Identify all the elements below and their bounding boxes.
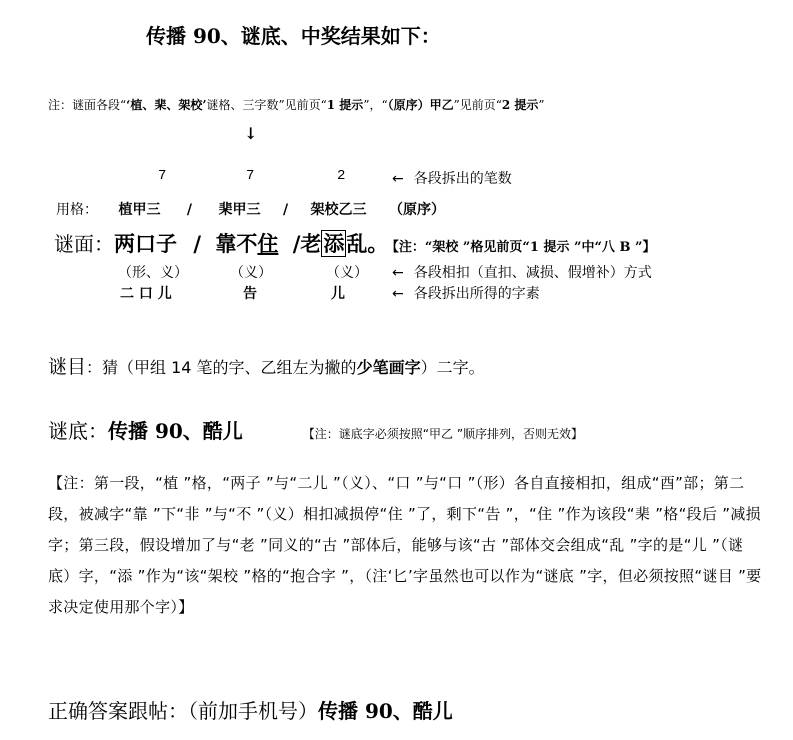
hint-note-line xyxy=(48,96,545,113)
stroke-count-note: 各段拆出的笔数 xyxy=(413,171,512,187)
char-group-1: 二 口 儿 xyxy=(120,286,172,302)
midi-row xyxy=(48,415,583,444)
mimu-text-b: ）二字。 xyxy=(420,358,485,377)
yongge-segment-1: 植甲三 xyxy=(118,202,161,218)
down-arrow-icon: ↓ xyxy=(244,124,258,143)
char-group-3: 儿 xyxy=(331,286,345,302)
hint-note-mid-2: ”，“ xyxy=(363,98,388,112)
stroke-count-1: 7 xyxy=(158,168,167,184)
relation-2: （义） xyxy=(230,265,272,281)
hint-note-prefix: 注：谜面各段“ xyxy=(48,98,127,112)
yongge-row xyxy=(56,199,445,219)
mimian-note: 【注：“架校 ”格见前页“1 提示 ”中“八 B ”】 xyxy=(392,240,656,255)
answer-line xyxy=(48,695,453,724)
yongge-order: （原序） xyxy=(388,202,445,218)
hint-note-suffix: ” xyxy=(538,98,545,112)
yongge-segment-3: 架校乙三 xyxy=(310,202,367,218)
stroke-count-annotation xyxy=(392,168,512,188)
mimu-text-a: ：猜（甲组 14 笔的字、乙组左为撇的 xyxy=(86,358,357,377)
hint-note-bold-2: 1 提示 xyxy=(326,98,364,112)
mimu-text-bold: 少笔画字 xyxy=(356,358,421,377)
yongge-label: 用格： xyxy=(56,202,98,218)
mimu-row xyxy=(48,352,485,379)
hint-note-bold-4: 2 提示 xyxy=(501,98,539,112)
mimian-label: 谜面： xyxy=(54,232,114,256)
mimian-boxed-char: 添 xyxy=(323,231,345,256)
relation-3: （义） xyxy=(326,265,368,281)
left-arrow-icon: ← xyxy=(392,265,404,281)
mimian-row xyxy=(54,228,655,258)
midi-label: 谜底： xyxy=(48,419,108,443)
mimian-separator-1: / xyxy=(193,231,202,256)
relation-1: （形、义） xyxy=(118,265,188,281)
mimian-part-1: 两口子 xyxy=(114,231,177,256)
hint-note-mid-1: 谜格、三字数”见前页“ xyxy=(206,98,327,112)
hint-note-mid-3: ”见前页“ xyxy=(453,98,502,112)
mimu-label: 谜目 xyxy=(48,356,87,378)
relation-annotation xyxy=(392,262,652,282)
stroke-count-3: 2 xyxy=(337,168,346,184)
left-arrow-icon: ← xyxy=(392,286,404,302)
mimian-part-3c: 乱。 xyxy=(346,231,389,256)
hint-note-bold-1: ‘植、棐、架校’ xyxy=(126,98,207,112)
stroke-count-2: 7 xyxy=(246,168,255,184)
midi-answer: 传播 90、酷儿 xyxy=(108,419,243,443)
page-title: 传播 90、谜底、中奖结果如下： xyxy=(146,24,441,48)
char-group-2: 告 xyxy=(243,286,257,302)
hint-note-bold-3: （原序）甲乙 xyxy=(387,98,454,112)
answer-prefix: 正确答案跟帖：（前加手机号） xyxy=(48,699,318,723)
mimian-part-2a: 靠不 xyxy=(215,231,258,256)
mimian-part-3a: /老 xyxy=(292,231,322,256)
chars-annotation xyxy=(392,283,540,303)
midi-note: 【注：谜底字必须按照“甲乙 ”顺序排列，否则无效】 xyxy=(302,427,584,441)
yongge-separator-2: / xyxy=(282,202,289,218)
relation-note: 各段相扣（直扣、减损、假增补）方式 xyxy=(413,265,652,281)
answer-value: 传播 90、酷儿 xyxy=(318,699,453,723)
yongge-separator-1: / xyxy=(186,202,193,218)
chars-note: 各段拆出所得的字素 xyxy=(413,286,540,302)
left-arrow-icon: ← xyxy=(392,171,404,187)
yongge-segment-2: 棐甲三 xyxy=(218,202,261,218)
mimian-underlined-char: 住 xyxy=(257,231,279,256)
explanation-paragraph: 【注：第一段，“植 ”格，“两子 ”与“二儿 ”（义）、“口 ”与“口 ”（形）各自直接相扣，组成“酉”部；第二段，被减字“靠 ”下“非 ”与“不 ”（义）相扣减损停“住 ”了，剩下“告 ”，“住 ”作为该段“棐 ”格“段后 ”减损字；第三段，假设增加了与“老 ”同义的“古 ”部体后，能够与该“古 ”部体交会组成“乱 ”字的是“儿 ”（谜底）字，“添 ”作为“该“架校 ”格的“抱合字 ”，（注‘匕’字虽然也可以作为“谜底 ”字，但必须按照“谜目 ”要求决定使用那个字）】 xyxy=(48,474,762,616)
